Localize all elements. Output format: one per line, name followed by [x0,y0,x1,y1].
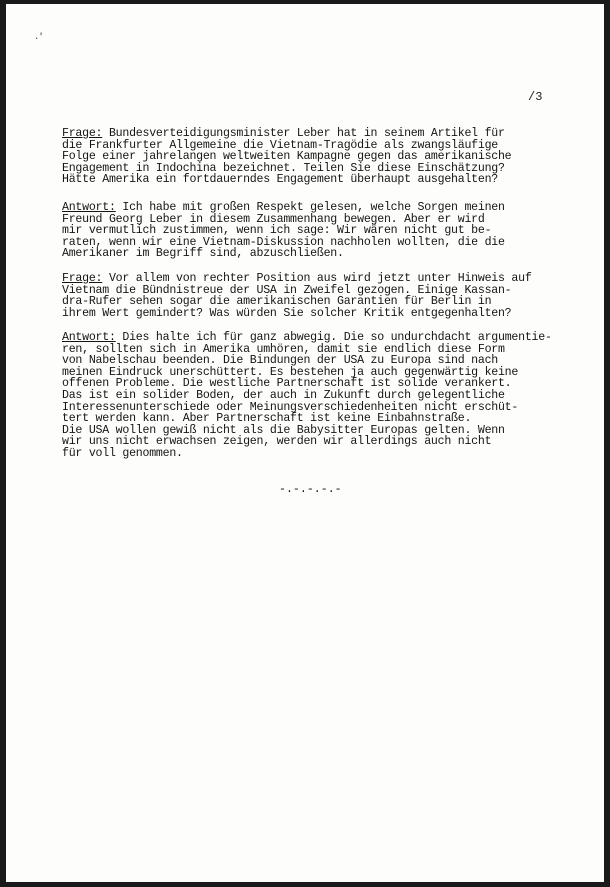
answer-text-line: raten, wenn wir eine Vietnam-Diskussion nachholen wollten, die die [62,235,505,249]
scan-mark: .' [34,32,43,42]
answer-text-line: mir vermutlich zustimmen, wenn ich sage: Wir wären nicht gut be- [62,224,492,238]
question-text-line: dra-Rufer sehen sogar die amerikanischen Garantien für Berlin in [62,295,492,309]
answer-label: Antwort: [62,201,116,214]
answer-text-first-line: Dies halte ich für ganz abwegig. Die so undurchdacht argumentie- [115,331,552,344]
answer-text-line: meinen Eindruck unerschüttert. Es bestehen ja auch gegenwärtig keine [62,365,519,379]
answer-label: Antwort: [62,331,116,344]
answer-text-line: wir uns nicht erwachsen zeigen, werden wir allerdings auch nicht [62,435,492,449]
answer-text-line: von Nabelschau beenden. Die Bindungen der USA zu Europa sind nach [62,354,498,368]
end-separator: -.-.-.-.- [279,483,342,496]
question-text-line: Hätte Amerika ein fortdauerndes Engagement überhaupt ausgehalten? [62,173,498,187]
answer-text-line: für voll genommen. [62,446,183,460]
question-text-line: die Frankfurter Allgemeine die Vietnam-Tragödie als zwangsläufige [62,138,498,152]
question-label: Frage: [62,127,103,140]
question-text-line: Vietnam die Bündnistreue der USA in Zweifel gezogen. Einige Kassan- [62,283,512,297]
answer-text-first-line: Ich habe mit großen Respekt gelesen, welche Sorgen meinen [115,201,505,214]
question-text-line: ihrem Wert gemindert? Was würden Sie solcher Kritik entgegenhalten? [62,306,512,320]
answer-2 [62,332,582,460]
answer-text-line: Das ist ein solider Boden, der auch in Zukunft durch gelegentliche [62,388,505,402]
question-text-line: Engagement in Indochina bezeichnet. Teilen Sie diese Einschätzung? [62,161,505,175]
answer-text-line: Interessenunterschiede oder Meinungsverschiedenheiten nicht erschüt- [62,400,519,414]
question-1 [62,128,582,186]
answer-1 [62,202,582,260]
answer-text-line: Amerikaner im Begriff sind, abzuschließen. [62,247,344,261]
answer-text-line: offenen Probleme. Die westliche Partnerschaft ist solide verankert. [62,377,512,391]
document-page [6,4,604,882]
question-text-line: Folge einer jahrelangen weltweiten Kampagne gegen das amerikanische [62,150,512,164]
answer-text-line: Die USA wollen gewiß nicht als die Babysitter Europas gelten. Wenn [62,423,505,437]
answer-text-line: tert werden kann. Aber Partnerschaft ist keine Einbahnstraße. [62,412,472,426]
question-text-first-line: Bundesverteidigungsminister Leber hat in seinem Artikel für [102,127,505,140]
question-label: Frage: [62,272,103,285]
answer-text-line: ren, sollten sich in Amerika umhören, damit sie endlich diese Form [62,342,505,356]
question-text-first-line: Vor allem von rechter Position aus wird jetzt unter Hinweis auf [102,272,532,285]
answer-text-line: Freund Georg Leber in diesem Zusammenhang bewegen. Aber er wird [62,212,485,226]
page-number: /3 [528,90,543,104]
question-2 [62,273,582,319]
